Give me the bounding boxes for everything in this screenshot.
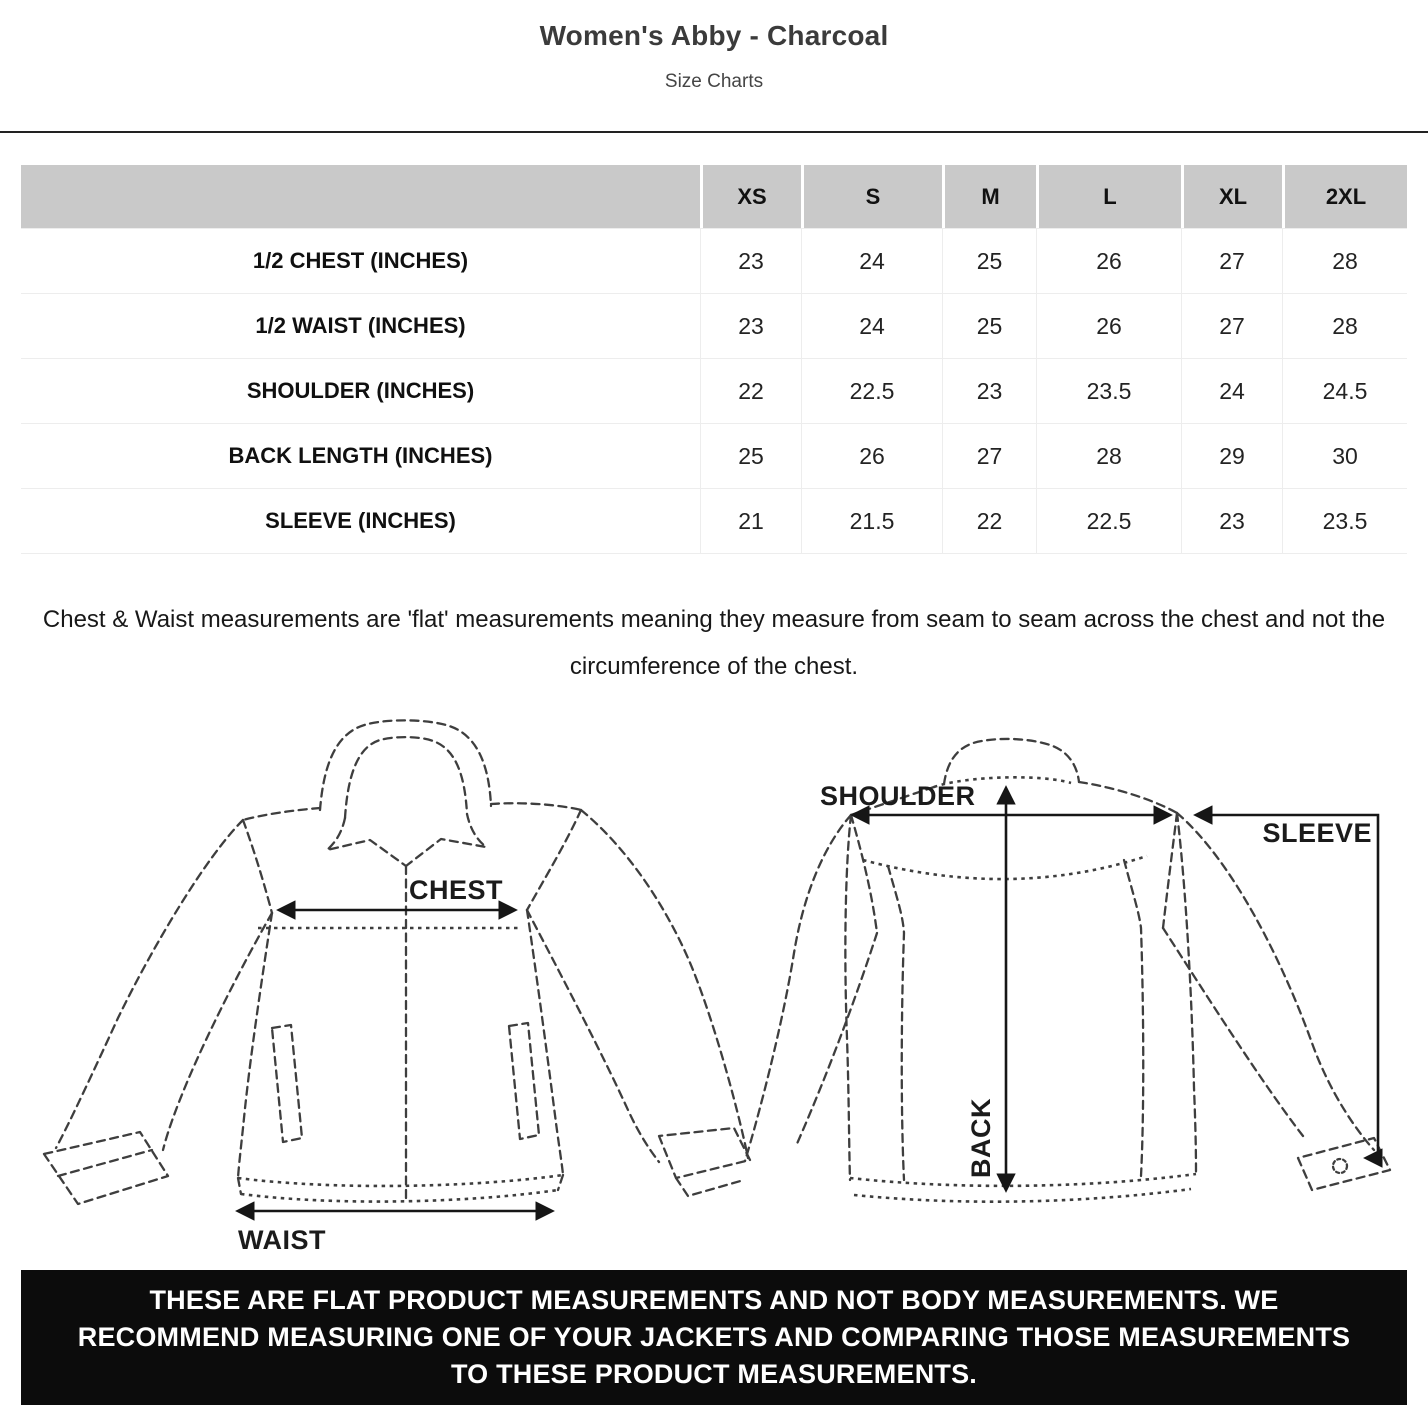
measurement-annotations [238, 781, 1378, 1255]
row-label: 1/2 WAIST (INCHES) [21, 293, 700, 358]
size-chart-table [21, 165, 1407, 554]
size-value: 22.5 [801, 358, 942, 423]
measurement-diagram [0, 698, 1428, 1270]
size-value: 23 [942, 358, 1036, 423]
col-header-2xl: 2XL [1282, 165, 1407, 228]
col-header-xl: XL [1181, 165, 1282, 228]
size-value: 25 [942, 293, 1036, 358]
size-value: 22.5 [1036, 488, 1181, 553]
size-value: 21.5 [801, 488, 942, 553]
size-value: 29 [1181, 423, 1282, 488]
size-value: 28 [1036, 423, 1181, 488]
table-row [21, 423, 1407, 488]
sleeve-label: SLEEVE [1262, 818, 1372, 848]
size-value: 26 [1036, 293, 1181, 358]
row-label: SHOULDER (INCHES) [21, 358, 700, 423]
size-value: 30 [1282, 423, 1407, 488]
col-header-s: S [801, 165, 942, 228]
row-label: 1/2 CHEST (INCHES) [21, 228, 700, 293]
size-value: 27 [942, 423, 1036, 488]
table-row [21, 358, 1407, 423]
col-header-xs: XS [700, 165, 801, 228]
size-value: 24.5 [1282, 358, 1407, 423]
size-value: 23 [700, 228, 801, 293]
size-value: 26 [1036, 228, 1181, 293]
size-value: 28 [1282, 228, 1407, 293]
size-value: 25 [700, 423, 801, 488]
size-value: 27 [1181, 228, 1282, 293]
size-value: 25 [942, 228, 1036, 293]
page-subtitle: Size Charts [664, 71, 764, 92]
size-value: 23.5 [1282, 488, 1407, 553]
size-value: 23 [700, 293, 801, 358]
size-value: 26 [801, 423, 942, 488]
size-value: 28 [1282, 293, 1407, 358]
page-title: Women's Abby - Charcoal [539, 20, 889, 51]
corner-cell [21, 165, 700, 228]
shoulder-label: SHOULDER [820, 781, 976, 811]
jacket-front-outline [44, 720, 750, 1204]
table-row [21, 293, 1407, 358]
masthead [0, 0, 1428, 133]
measurement-note: Chest & Waist measurements are 'flat' measurements meaning they measure from seam to seam across the chest and not the circumference of the chest. [42, 606, 1386, 680]
size-value: 23.5 [1036, 358, 1181, 423]
size-value: 22 [700, 358, 801, 423]
jacket-sketch-svg [0, 698, 1428, 1270]
col-header-m: M [942, 165, 1036, 228]
size-value: 21 [700, 488, 801, 553]
chest-label: CHEST [408, 875, 504, 905]
size-value: 22 [942, 488, 1036, 553]
size-chart-section [21, 165, 1407, 554]
footer-banner [21, 1270, 1407, 1405]
header-row [21, 165, 1407, 228]
waist-label: WAIST [238, 1225, 326, 1255]
table-row [21, 228, 1407, 293]
size-value: 24 [1181, 358, 1282, 423]
size-value: 24 [801, 228, 942, 293]
size-value: 23 [1181, 488, 1282, 553]
row-label: BACK LENGTH (INCHES) [21, 423, 700, 488]
table-row [21, 488, 1407, 553]
size-value: 27 [1181, 293, 1282, 358]
row-label: SLEEVE (INCHES) [21, 488, 700, 553]
col-header-l: L [1036, 165, 1181, 228]
size-value: 24 [801, 293, 942, 358]
footer-banner-text: THESE ARE FLAT PRODUCT MEASUREMENTS AND NOT BODY MEASUREMENTS. WE RECOMMEND MEASURING ONE OF YOUR JACKETS AND COMPARING THOSE MEASUREMENTS TO THESE PRODUCT MEASUREMENTS. [77, 1285, 1351, 1389]
back-label: BACK [966, 1098, 996, 1178]
